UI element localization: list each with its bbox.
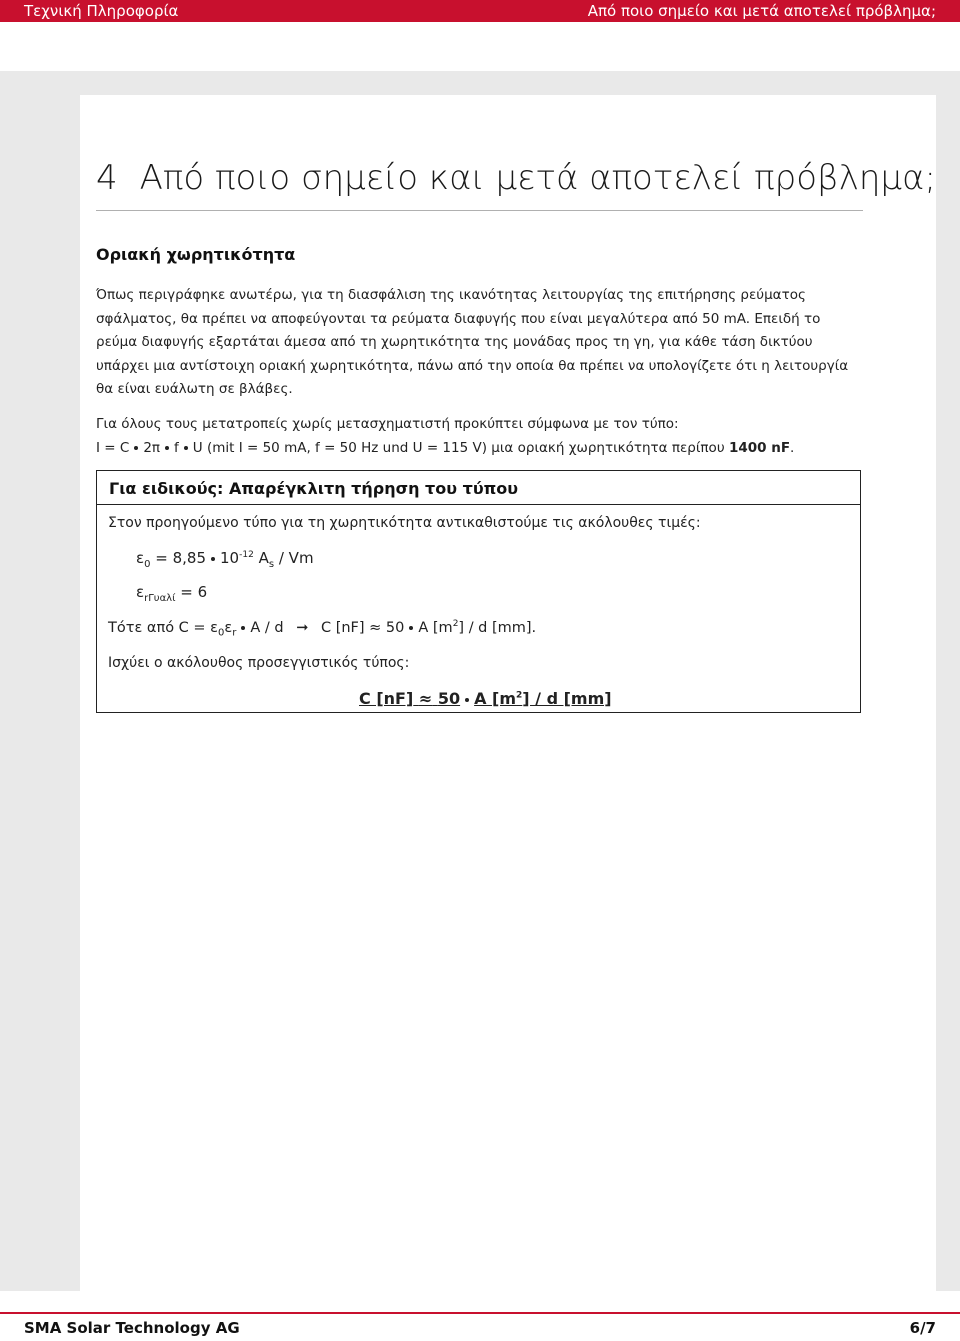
- paragraph-line: σφάλματος, θα πρέπει να αποφεύγονται τα ρεύματα διαφυγής που είναι μεγαλύτερα από 50 mA. Επειδή το: [96, 310, 821, 327]
- approx-symbol: ≈: [418, 689, 433, 708]
- footer-company: SMA Solar Technology AG: [24, 1319, 240, 1337]
- subscript: rΓυαλί: [144, 593, 176, 604]
- header-section-title: Από ποιο σημείο και μετά αποτελεί πρόβλημα;: [587, 2, 936, 20]
- formula-part: 50: [385, 619, 405, 636]
- multiply-dot-icon: [165, 446, 169, 450]
- chapter-number: 4: [96, 158, 118, 198]
- epsilon0-formula: [136, 549, 314, 570]
- power-base: 10: [220, 549, 240, 567]
- formula-part: 50: [437, 689, 461, 708]
- formula-part: U (mit I = 50 mA, f = 50 Hz und U = 115 V) μια οριακή χωρητικότητα περίπου: [192, 439, 725, 456]
- value: = 8,85: [155, 549, 207, 567]
- limit-capacity-value: 1400 nF: [728, 439, 791, 456]
- multiply-dot-icon: [465, 698, 469, 702]
- section-heading: Οριακή χωρητικότητα: [96, 245, 296, 264]
- multiply-dot-icon: [184, 446, 188, 450]
- arrow-right-icon: ➞: [296, 619, 309, 636]
- multiply-dot-icon: [211, 557, 215, 561]
- derivation-formula: [108, 619, 536, 639]
- formula-part: Τότε από C = ε: [108, 619, 219, 636]
- paragraph-line: υπάρχει μια αντίστοιχη οριακή χωρητικότητα, πάνω από την οποία θα πρέπει να υπολογίζετε ότι η λειτουργία: [96, 357, 849, 374]
- paragraph-line: θα είναι ευάλωτη σε βλάβες.: [96, 381, 293, 397]
- formula-part: A [m: [418, 619, 453, 636]
- approx-formula: [359, 689, 612, 708]
- unit: A: [258, 549, 269, 567]
- formula-part: f: [174, 439, 179, 456]
- specialists-box: [96, 470, 861, 713]
- formula-part: C [nF]: [320, 619, 365, 636]
- unit-subscript: s: [268, 559, 275, 570]
- box-divider: [97, 504, 860, 505]
- subscript: r: [232, 627, 237, 639]
- paragraph-line: Όπως περιγράφηκε ανωτέρω, για τη διασφάλιση της ικανότητας λειτουργίας της επιτήρησης ρεύματος: [96, 287, 806, 303]
- specialists-heading: Για ειδικούς: Απαρέγκλιτη τήρηση του τύπου: [109, 479, 519, 498]
- paragraph-limit-capacity: [96, 284, 866, 402]
- paragraph-formula: [96, 413, 866, 460]
- paragraph-line: ρεύμα διαφυγής εξαρτάται άμεσα από τη χωρητικότητα της μονάδας προς τη γη, για κάθε τάση δικτύου: [96, 334, 813, 350]
- multiply-dot-icon: [134, 446, 138, 450]
- formula-part: A [m: [474, 689, 517, 708]
- formula-part: 2π: [143, 439, 161, 456]
- paragraph-line: Για όλους τους μετατροπείς χωρίς μετασχηματιστή προκύπτει σύμφωνα με τον τύπο:: [96, 416, 679, 432]
- symbol: ε: [136, 583, 145, 601]
- subscript: 0: [218, 627, 225, 639]
- epsilon-r-formula: [136, 583, 207, 604]
- superscript: 2: [516, 690, 523, 701]
- formula-part: A / d: [250, 619, 284, 636]
- formula-part: I = C: [96, 439, 130, 456]
- multiply-dot-icon: [241, 626, 245, 630]
- formula-part: ] / d [mm].: [458, 619, 537, 636]
- approx-intro: Ισχύει ο ακόλουθος προσεγγιστικός τύπος:: [108, 655, 410, 671]
- page-number: 6/7: [909, 1319, 936, 1337]
- unit: / Vm: [278, 549, 314, 567]
- formula-part: C [nF]: [359, 689, 414, 708]
- chapter-title-text: Από ποιο σημείο και μετά αποτελεί πρόβλημα;: [139, 158, 936, 198]
- header-document-type: Τεχνική Πληροφορία: [24, 2, 179, 20]
- footer: [0, 1312, 960, 1341]
- symbol: ε: [136, 549, 145, 567]
- symbol: ε: [224, 619, 233, 636]
- specialists-intro: Στον προηγούμενο τύπο για τη χωρητικότητα αντικαθιστούμε τις ακόλουθες τιμές:: [108, 515, 701, 531]
- multiply-dot-icon: [409, 626, 413, 630]
- approx-symbol: ≈: [369, 619, 382, 636]
- header-bar: [0, 0, 960, 22]
- subscript: 0: [144, 559, 151, 570]
- formula-part: ] / d [mm]: [522, 689, 612, 708]
- formula-end: .: [790, 439, 795, 456]
- power-exponent: -12: [239, 550, 254, 560]
- value: = 6: [180, 583, 208, 601]
- chapter-title: [96, 158, 936, 198]
- superscript: 2: [452, 619, 459, 629]
- title-divider: [96, 210, 863, 211]
- formula-line: [96, 437, 866, 461]
